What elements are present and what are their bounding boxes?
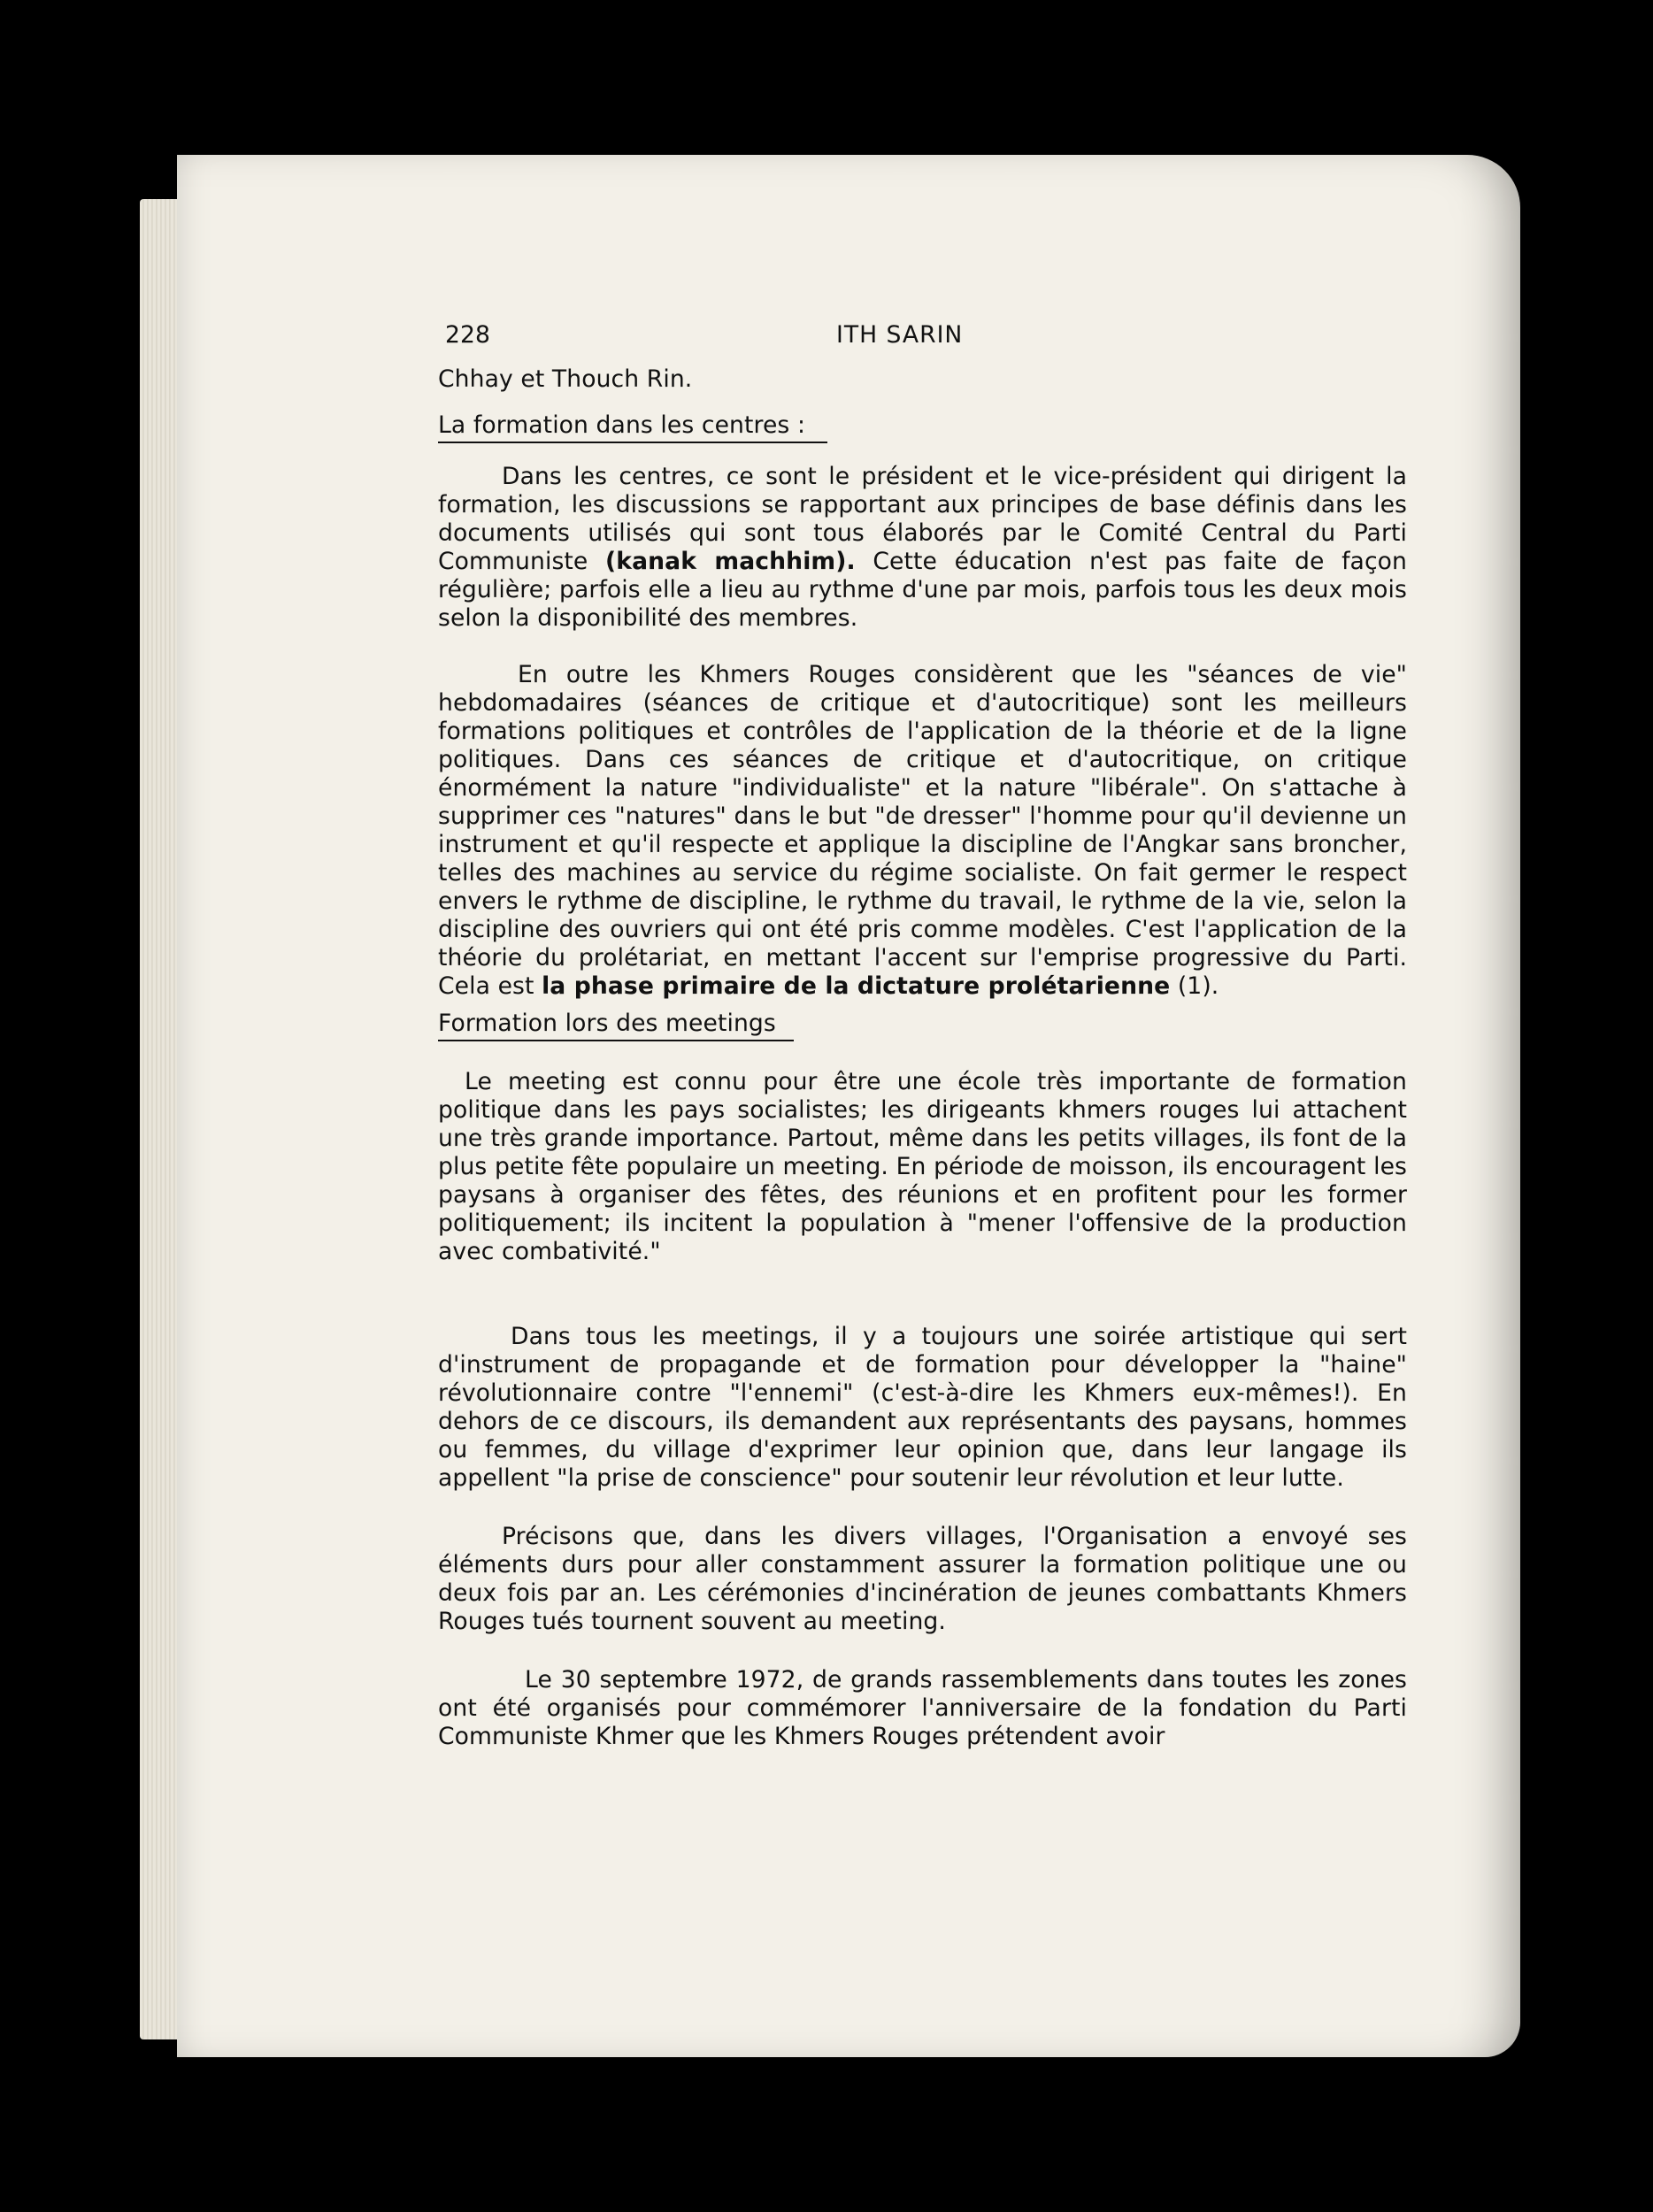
paragraph-centres [438,463,1407,633]
section-heading-centres: La formation dans les centres : [438,411,827,443]
paragraph-seances [438,661,1407,1001]
paragraph-text: Cette éducation n'est pas faite de façon régulière; parfois elle a lieu au rythme d'une par mois, parfois tous les deux mois selon la disponibilité des membres. [438,548,1407,632]
paragraph-text: En outre les Khmers Rouges considèrent que les "séances de vie" hebdomadaires (séances de critique et d'autocritique) sont les meilleurs formations politiques et contrôles de l'application de la théorie et de la ligne politiques. Dans ces séances de critique et d'autocritique, on critique énormément la nature "individualiste" et la nature "libérale". On s'attache à supprimer ces "natures" dans le but "de dresser" l'homme pour qu'il devienne un instrument et qu'il respecte et applique la discipline de l'Angkar sans broncher, telles des machines au service du régime socialiste. On fait germer le respect envers le rythme de discipline, le rythme du travail, le rythme de la vie, selon la discipline des ouvriers qui ont été pris comme modèles. C'est l'application de la théorie du prolétariat, en mettant l'accent sur l'emprise progressive du Parti. Cela est [438,661,1407,1000]
section-heading-meetings: Formation lors des meetings [438,1010,794,1041]
emphasis-phrase: la phase primaire de la dictature prolétarienne [542,972,1171,1000]
page-text [438,305,1407,1751]
page-number: 228 [445,321,491,349]
paragraph-30-septembre: Le 30 septembre 1972, de grands rassemblements dans toutes les zones ont été organisés pour commémorer l'anniversaire de la fondation du Parti Communiste Khmer que les Khmers Rouges prétendent avoir [438,1666,1407,1750]
opening-line: Chhay et Thouch Rin. [438,365,693,393]
paragraph-villages: Précisons que, dans les divers villages, l'Organisation a envoyé ses éléments durs pour aller constamment assurer la formation politique une ou deux fois par an. Les cérémonies d'incinération de jeunes combattants Khmers Rouges tués tournent souvent au meeting. [438,1523,1407,1635]
emphasis-term: (kanak machhim). [605,548,856,575]
paragraph-meeting-school: Le meeting est connu pour être une école très importante de formation politique dans les pays socialistes; les dirigeants khmers rouges lui attachent une très grande importance. Partout, même dans les petits villages, ils font de la plus petite fête populaire un meeting. En période de moisson, ils encouragent les paysans à organiser des fêtes, des réunions et en profitent pour les former politiquement; ils incitent la population à "mener l'offensive de la production avec combativité." [438,1068,1407,1265]
paragraph-text: Dans les centres, ce sont le président et le vice-président qui dirigent la formation, les discussions se rapportant aux principes de base définis dans les documents utilisés qui sont tous élaborés par le Comité Central du Parti Communiste [438,463,1407,575]
running-head [438,305,1407,358]
footnote-ref: (1). [1170,972,1219,1000]
paragraph-soiree: Dans tous les meetings, il y a toujours une soirée artistique qui sert d'instrument de propagande et de formation pour développer la "haine" révolutionnaire contre "l'ennemi" (c'est-à-dire les Khmers eux-mêmes!). En dehors de ce discours, ils demandent aux représentants des paysans, hommes ou femmes, du village d'exprimer leur opinion que, dans leur langage ils appellent "la prise de conscience" pour soutenir leur révolution et leur lutte. [438,1323,1407,1492]
running-title: ITH SARIN [836,321,964,349]
